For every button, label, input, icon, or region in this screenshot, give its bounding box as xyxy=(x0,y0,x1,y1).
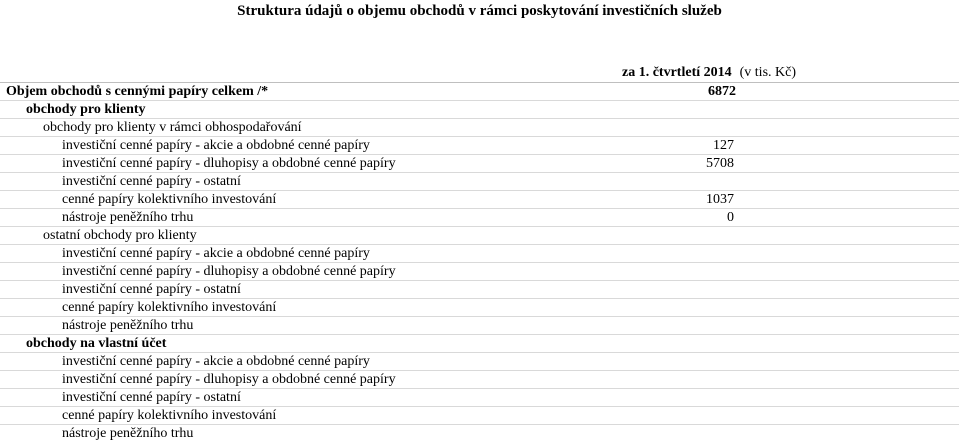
period-header xyxy=(622,64,796,82)
row-label: investiční cenné papíry - dluhopisy a obdobné cenné papíry xyxy=(62,372,396,387)
row-label: investiční cenné papíry - ostatní xyxy=(62,390,241,405)
page-title: Struktura údajů o objemu obchodů v rámci poskytování investičních služeb xyxy=(237,3,722,19)
table-row xyxy=(0,316,959,334)
row-label: investiční cenné papíry - dluhopisy a obdobné cenné papíry xyxy=(62,264,396,279)
row-label: cenné papíry kolektivního investování xyxy=(62,408,277,423)
table-row xyxy=(0,190,959,208)
data-table xyxy=(0,82,959,442)
table-row xyxy=(0,208,959,226)
row-label: obchody pro klienty v rámci obhospodařování xyxy=(43,120,302,135)
row-label: cenné papíry kolektivního investování xyxy=(62,192,277,207)
table-row xyxy=(0,388,959,406)
table-row xyxy=(0,262,959,280)
table-row xyxy=(0,406,959,424)
row-label: nástroje peněžního trhu xyxy=(62,426,194,441)
table-row xyxy=(0,424,959,442)
row-value: 0 xyxy=(727,210,734,225)
row-label: ostatní obchody pro klienty xyxy=(43,228,197,243)
row-label: investiční cenné papíry - akcie a obdobné cenné papíry xyxy=(62,246,370,261)
table-row xyxy=(0,154,959,172)
table-row xyxy=(0,136,959,154)
table-row-subsection xyxy=(0,226,959,244)
table-row xyxy=(0,370,959,388)
table-row xyxy=(0,352,959,370)
row-label: obchody pro klienty xyxy=(26,102,146,117)
row-label: investiční cenné papíry - ostatní xyxy=(62,174,241,189)
unit-label: (v tis. Kč) xyxy=(739,65,797,80)
table-row xyxy=(0,172,959,190)
row-label: investiční cenné papíry - akcie a obdobné cenné papíry xyxy=(62,354,370,369)
row-label: obchody na vlastní účet xyxy=(26,336,167,351)
table-row-total xyxy=(0,82,959,100)
row-value: 127 xyxy=(713,138,734,153)
row-label: investiční cenné papíry - akcie a obdobné cenné papíry xyxy=(62,138,370,153)
row-label: cenné papíry kolektivního investování xyxy=(62,300,277,315)
table-row xyxy=(0,298,959,316)
row-label: nástroje peněžního trhu xyxy=(62,210,194,225)
table-row-subsection xyxy=(0,118,959,136)
row-value: 6872 xyxy=(708,84,736,99)
table-row xyxy=(0,280,959,298)
row-label: nástroje peněžního trhu xyxy=(62,318,194,333)
period-label: za 1. čtvrtletí 2014 xyxy=(622,65,732,80)
row-value: 1037 xyxy=(706,192,734,207)
row-label: investiční cenné papíry - ostatní xyxy=(62,282,241,297)
row-label: Objem obchodů s cennými papíry celkem /* xyxy=(6,84,269,99)
table-row-section xyxy=(0,100,959,118)
row-value: 5708 xyxy=(706,156,734,171)
table-row xyxy=(0,244,959,262)
table-row-section xyxy=(0,334,959,352)
row-label: investiční cenné papíry - dluhopisy a obdobné cenné papíry xyxy=(62,156,396,171)
